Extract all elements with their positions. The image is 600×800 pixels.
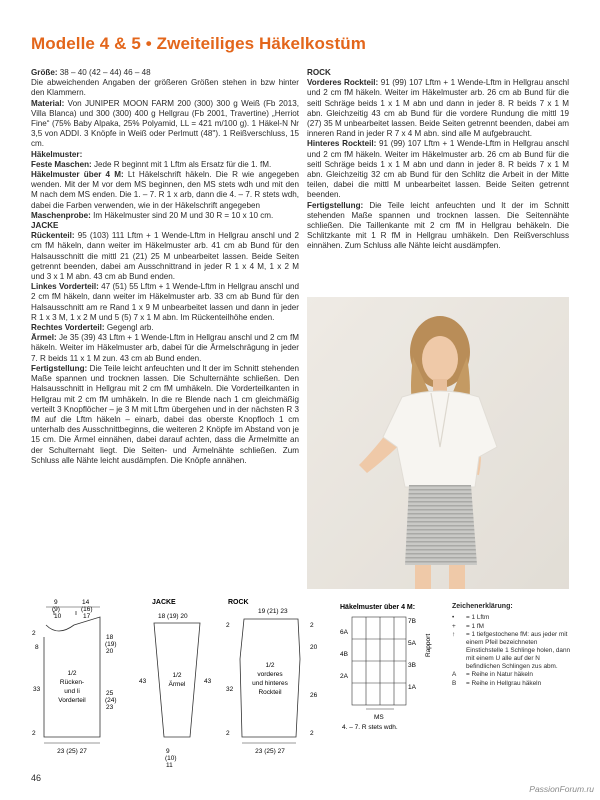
pattern-rapport: Rapport [425, 633, 432, 657]
back-right-3: 20 [106, 648, 114, 655]
back-label-2: Rücken- [59, 679, 85, 686]
pattern-row-1a: 1A [408, 684, 416, 691]
paragraph: Häkelmuster: [31, 149, 83, 159]
back-top-2: (9) [52, 606, 60, 613]
pattern-row-3b: 3B [408, 662, 416, 669]
skirt-top: 19 (21) 23 [258, 608, 288, 615]
legend-item: • = 1 Lftm [452, 613, 490, 621]
spike-stitch-icon: ↑ [452, 631, 456, 639]
sleeve-schematic [154, 623, 200, 737]
sleeve-bottom-1: 9 [166, 748, 170, 755]
sleeve-label-1: 1/2 [172, 672, 182, 679]
paragraph: Ärmel: Je 35 (39) 43 Lftm + 1 Wende-Lftm in Hellgrau anschl und 2 cm fM häkeln. Weiter im Häkelmuster arb, dabei für die Ärmelschrägung in jeder 7. R beids 11 x 1 M zun. 43 cm ab Bund enden. [31, 333, 299, 363]
paragraph: Größe: 38 – 40 (42 – 44) 46 – 48 [31, 68, 151, 77]
page-title: Modelle 4 & 5 • Zweiteiliges Häkelkostüm [31, 34, 366, 53]
pattern-title: Häkelmuster über 4 M: [340, 604, 416, 611]
paragraph: Maschenprobe: Im Häkelmuster sind 20 M und 30 R = 10 x 10 cm. [31, 210, 274, 220]
back-top-6: 17 [83, 613, 91, 620]
sleeve-top: 18 (19) 20 [158, 613, 188, 620]
sleeve-label-2: Ärmel [168, 681, 186, 688]
back-top-3: 10 [54, 613, 62, 620]
paragraph: Rechtes Vorderteil: Gegengl arb. [31, 323, 154, 333]
skirt-label-3: und hinteres [252, 680, 288, 687]
sleeve-side-left: 43 [139, 678, 147, 685]
skirt-left-2: 32 [226, 686, 234, 693]
paragraph: Fertigstellung: Die Teile leicht anfeuchten und lt der im Schnitt stehenden Maße spannen und trocknen lassen. Die Seitennähte schließen. Die Taillenkante mit 2 cm fM in Hellgrau behäkeln. Die Schlitzkante mit 1 R fM in Hellgrau umhäkeln. Den Reißverschluss einnähen. Zum Schluss alle Nähte leicht ausdämpfen. [307, 200, 569, 251]
paragraph: Feste Maschen: Jede R beginnt mit 1 Lftm als Ersatz für die 1. fM. [31, 159, 272, 169]
back-label-3: und li [64, 688, 80, 695]
skirt-left-1: 2 [226, 622, 230, 629]
row-a-marker: A [452, 671, 457, 679]
back-left-1: 2 [32, 630, 36, 637]
paragraph: Häkelmuster über 4 M: Lt Häkelschrift häkeln. Die R wie angegeben wenden. Mit der M vor dem MS beginnen, den MS stets wdh und mit den M nach dem MS enden. Die 1. – 7. R 1 x arb, dann die 4. – 7. R stets wdh, dabei die Farben verwenden, wie in der Häkelschrift angegeben [31, 170, 300, 210]
left-column [31, 68, 299, 466]
skirt-bottom: 23 (25) 27 [255, 748, 285, 755]
back-top-4: 14 [82, 599, 90, 606]
paragraph: Die abweichenden Angaben der größeren Größen stehen in bzw hinter den Klammern. [31, 78, 299, 98]
back-label-1: 1/2 [67, 670, 77, 677]
rock-title: ROCK [228, 599, 249, 606]
pattern-row-4b: 4B [340, 651, 348, 658]
back-right-5: (24) [105, 697, 117, 704]
back-left-4: 2 [32, 730, 36, 737]
pattern-row-7b: 7B [408, 618, 416, 625]
skirt-label-4: Rockteil [258, 689, 282, 696]
pattern-row-2a: 2A [340, 673, 348, 680]
skirt-left-3: 2 [226, 730, 230, 737]
row-b-marker: B [452, 680, 457, 688]
right-column [307, 68, 569, 252]
page-number: 46 [31, 773, 42, 783]
back-right-4: 25 [106, 690, 114, 697]
paragraph: Material: Von JUNIPER MOON FARM 200 (300) 300 g Weiß (Fb 2013, Villa Blanca) und 300 (300) 400 g Hellgrau (Fb 2001, Travertine) „Herriot Fine“ (75% Baby Alpaka, 25% Polyamid, LL = 421 m/100 g). 1 Häkel-N Nr 3,5 von ADDI. 3 Knöpfe in Weiß oder Perlmutt (48''). 1 Reißverschluss, 15 cm. [31, 98, 299, 149]
back-left-2: 8 [35, 644, 39, 651]
paragraph: Fertigstellung: Die Teile leicht anfeuchten und lt der im Schnitt stehenden Maße spannen und trocknen lassen. Die Schulternähte schließen. Den Halsausschnitt in Hellgrau mit 2 cm fM umhäkeln. Die Vorderteilkanten in Hellgrau mit 2 cm fM umhäkeln. In die re Blende nach 1 cm gleichmäßig verteilt 3 Knopflöcher – je 3 M mit Lftm übergehen und in der nächsten R 3 fM auf die Lftm häkeln – einarb, dabei das oberste Knopfloch 1 cm unterhalb des Ausschnittbeginns, die weiteren 2 Knöpfe im Abstand von je 15 cm. Die Ärmel einnähen, dabei darauf achten, dass die Ärmelmitte an der Schulternaht liegt. Die Seiten- und Ärmelnähte schließen. Zum Schluss alle Nähte leicht ausdämpfen. Die Knöpfe annähen. [31, 363, 299, 465]
back-label-4: Vorderteil [58, 697, 86, 704]
pattern-note: 4. – 7. R stets wdh. [342, 724, 398, 731]
skirt-right-4: 2 [310, 730, 314, 737]
legend-title: Zeichenerklärung: [452, 603, 513, 610]
schematic-diagrams [30, 597, 450, 769]
back-top-1: 9 [54, 599, 58, 606]
section-heading: ROCK [307, 68, 331, 77]
paragraph: Hinteres Rockteil: 91 (99) 107 Lftm + 1 Wende-Lftm in Hellgrau anschl und 2 cm fM häkeln. Weiter im Häkelmuster arb. 26 cm ab Bund für die seitl Schräge beids 1 x 1 M abn und dann in jeder 8. R beids 7 x 1 M abn. Gleichzeitig 32 cm ab Bund für den Schlitz die Arbeit in der Mitte teilen, dabei die mittl M unbearbeitet lassen. Beide Seiten getrennt beenden. [307, 139, 569, 200]
pattern-row-5a: 5A [408, 640, 416, 647]
back-top-5: (16) [81, 606, 93, 613]
legend-item: B = Reihe in Hellgrau häkeln [452, 680, 542, 688]
legend-item: ↑ = 1 tiefgestochene fM: aus jeder mit einem Pfeil bezeichneten Einstichstelle 1 Schlinge holen, dann mit einem U alle auf der N befindlichen Schlingen zus abm. [452, 631, 571, 670]
back-right-2: (19) [105, 641, 117, 648]
legend [452, 603, 572, 689]
paragraph: Linkes Vorderteil: 47 (51) 55 Lftm + 1 Wende-Lftm in Hellgrau anschl und 2 cm fM häkeln, dann weiter im Häkelmuster arb. 33 cm ab Bund für den Halsausschnitt am re Rand 1 x 9 M unbearbeitet lassen und dann in jeder R 1 x 3 M, 1 x 2 M und 5 (5) 7 x 1 M abn. Im Rückenteilhöhe enden. [31, 282, 299, 322]
pattern-row-6a: 6A [340, 629, 348, 636]
paragraph: Rückenteil: 95 (103) 111 Lftm + 1 Wende-Lftm in Hellgrau anschl und 2 cm fM häkeln, dann weiter im Häkelmuster arb. 41 cm ab Bund für den Halsausschnitt die mittl 21 (21) 25 M unbearbeitet lassen. Beide Seiten getrennt beenden, dabei am Ausschnittrand in jeder R 1 x 4 M, 1 x 2 M und 3 x 1 M abn. 43 cm ab Bund enden. [31, 231, 299, 282]
jacke-title: JACKE [152, 599, 176, 606]
legend-item: + = 1 fM [452, 622, 484, 630]
paragraph: Vorderes Rockteil: 91 (99) 107 Lftm + 1 Wende-Lftm in Hellgrau anschl und 2 cm fM häkeln. Weiter im Häkelmuster arb. 26 cm ab Bund für die seitl Schräge beids 1 x 1 M abn und dann in jeder 8. R beids 7 x 1 M abn. Gleichzeitig 43 cm ab Bund für die vordere Rundung die mittl 19 (27) 35 M unbearbeitet lassen. Beide Seiten getrennt beenden, dabei am inneren Rand in jeder R 7 x 4 M abn. sind alle M aufgebraucht. [307, 78, 569, 139]
model-photo [307, 297, 569, 589]
sleeve-bottom-3: 11 [166, 762, 173, 769]
skirt-label-1: 1/2 [265, 662, 275, 669]
watermark: PassionForum.ru [529, 784, 594, 794]
skirt-label-2: vorderes [257, 671, 283, 678]
pattern-ms: MS [374, 714, 384, 721]
back-left-3: 33 [33, 686, 41, 693]
skirt-right-1: 2 [310, 622, 314, 629]
chain-stitch-icon: • [452, 613, 455, 621]
skirt-right-3: 26 [310, 692, 318, 699]
pattern-chart [352, 617, 406, 705]
back-right-1: 18 [106, 634, 114, 641]
section-heading: JACKE [31, 221, 59, 231]
single-crochet-icon: + [452, 622, 456, 630]
sleeve-side-right: 43 [204, 678, 212, 685]
back-bottom: 23 (25) 27 [57, 748, 87, 755]
skirt-right-2: 20 [310, 644, 318, 651]
skirt-schematic [240, 619, 300, 737]
legend-item: A = Reihe in Natur häkeln [452, 671, 533, 679]
sleeve-bottom-2: (10) [165, 755, 177, 762]
back-right-6: 23 [106, 704, 114, 711]
